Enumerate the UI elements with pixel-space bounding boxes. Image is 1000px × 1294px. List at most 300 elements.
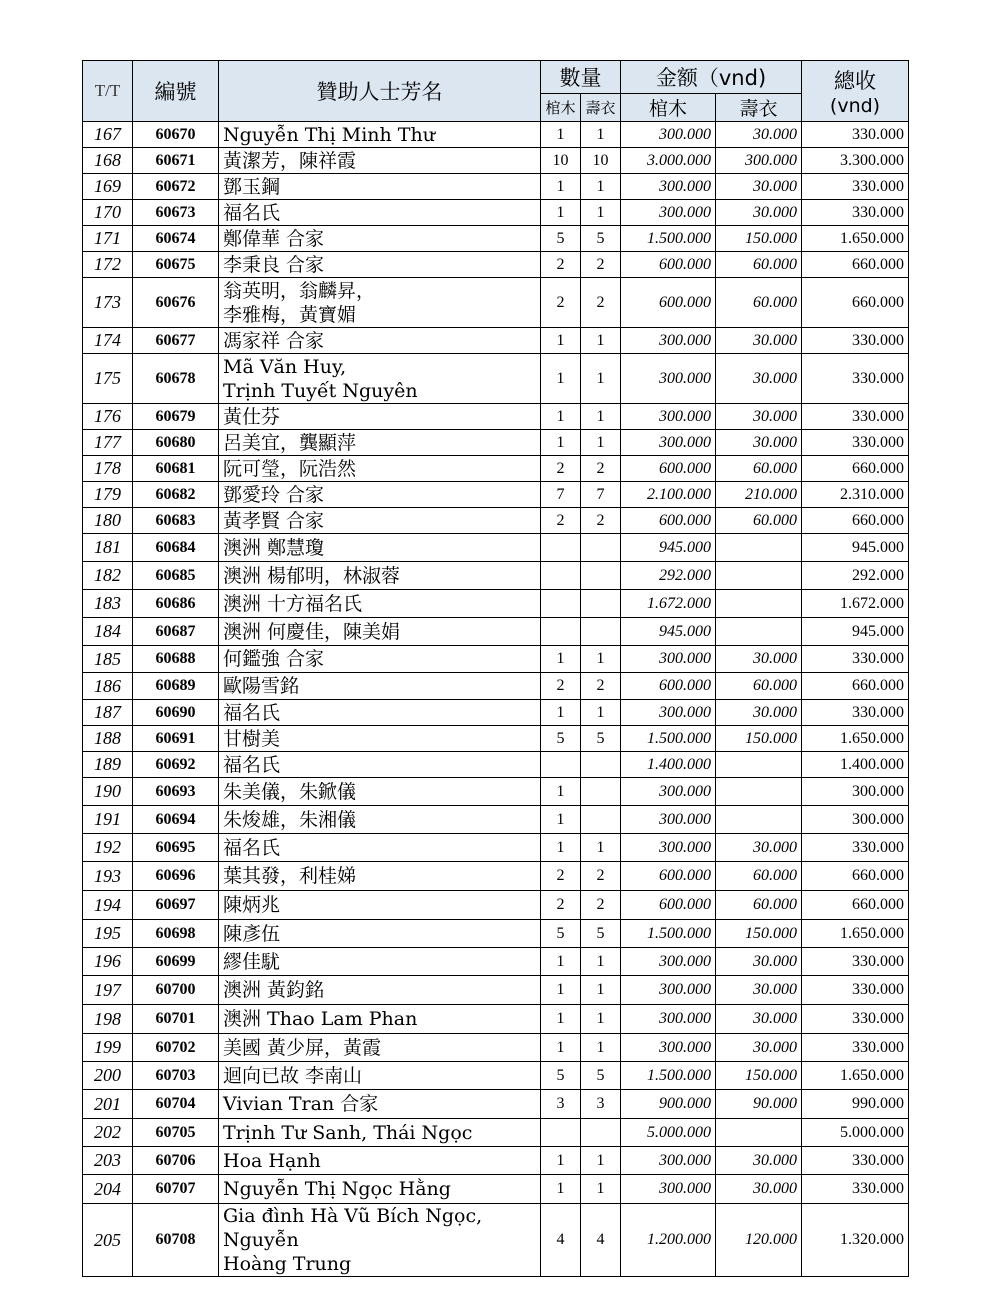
- cell-code: 60692: [133, 752, 219, 778]
- cell-code: 60670: [133, 122, 219, 148]
- cell-amount-shroud: 150.000: [716, 226, 802, 252]
- cell-total: 660.000: [802, 508, 909, 534]
- cell-code: 60688: [133, 646, 219, 673]
- cell-amount-shroud: 30.000: [716, 976, 802, 1005]
- table-row: [83, 700, 909, 726]
- cell-tt: 177: [83, 430, 133, 456]
- name-line: 朱焌雄，朱湘儀: [223, 808, 357, 831]
- cell-tt: 196: [83, 948, 133, 976]
- table-row: [83, 1119, 909, 1147]
- cell-code: 60678: [133, 354, 219, 404]
- cell-code: 60682: [133, 482, 219, 508]
- cell-amount-coffin: 600.000: [621, 252, 716, 278]
- name-line: 福名氏: [223, 753, 281, 776]
- cell-qty-coffin: 1: [541, 1147, 581, 1175]
- cell-total: 660.000: [802, 278, 909, 328]
- cell-amount-coffin: 300.000: [621, 976, 716, 1005]
- cell-amount-shroud: [716, 534, 802, 562]
- cell-tt: 201: [83, 1090, 133, 1119]
- cell-tt: 180: [83, 508, 133, 534]
- cell-name: [219, 278, 541, 328]
- table-row: [83, 252, 909, 278]
- name-line: 歐陽雪銘: [223, 675, 300, 697]
- name-line: 呂美宜，龔顯萍: [223, 431, 357, 454]
- header-total: [802, 61, 909, 122]
- cell-name: [219, 148, 541, 174]
- table-row: [83, 834, 909, 862]
- cell-tt: 176: [83, 404, 133, 430]
- cell-total: 1.650.000: [802, 920, 909, 948]
- header-qty-coffin: 棺木: [541, 94, 581, 122]
- table-row: [83, 618, 909, 646]
- cell-name: [219, 976, 541, 1005]
- cell-qty-shroud: 1: [581, 976, 621, 1005]
- cell-total: 660.000: [802, 252, 909, 278]
- cell-code: 60708: [133, 1204, 219, 1277]
- cell-tt: 189: [83, 752, 133, 778]
- cell-amount-shroud: 30.000: [716, 122, 802, 148]
- cell-name: [219, 456, 541, 482]
- cell-tt: 193: [83, 862, 133, 891]
- cell-amount-shroud: [716, 778, 802, 806]
- cell-amount-shroud: 30.000: [716, 174, 802, 200]
- cell-qty-coffin: 2: [541, 456, 581, 482]
- cell-amount-shroud: 60.000: [716, 456, 802, 482]
- cell-total: 945.000: [802, 534, 909, 562]
- cell-amount-shroud: 30.000: [716, 1005, 802, 1034]
- cell-amount-shroud: 30.000: [716, 354, 802, 404]
- cell-code: 60686: [133, 590, 219, 618]
- cell-amount-shroud: 30.000: [716, 200, 802, 226]
- cell-name: [219, 430, 541, 456]
- cell-qty-coffin: 5: [541, 726, 581, 752]
- cell-amount-coffin: 300.000: [621, 806, 716, 834]
- cell-amount-shroud: 30.000: [716, 646, 802, 673]
- name-line: Nguyễn Thị Minh Thư: [223, 123, 435, 146]
- table-row: [83, 226, 909, 252]
- cell-total: 330.000: [802, 976, 909, 1005]
- cell-qty-shroud: 1: [581, 1005, 621, 1034]
- cell-name: [219, 174, 541, 200]
- cell-total: 330.000: [802, 700, 909, 726]
- cell-qty-shroud: 1: [581, 948, 621, 976]
- table-row: [83, 1090, 909, 1119]
- cell-code: 60675: [133, 252, 219, 278]
- table-row: [83, 508, 909, 534]
- cell-amount-coffin: 1.672.000: [621, 590, 716, 618]
- cell-qty-coffin: 1: [541, 778, 581, 806]
- table-row: [83, 646, 909, 673]
- cell-total: 330.000: [802, 354, 909, 404]
- cell-amount-coffin: 300.000: [621, 834, 716, 862]
- cell-qty-shroud: 1: [581, 700, 621, 726]
- table-row: [83, 673, 909, 700]
- name-line: 澳洲 楊郁明，林淑蓉: [223, 564, 401, 587]
- cell-qty-coffin: 2: [541, 252, 581, 278]
- cell-code: 60699: [133, 948, 219, 976]
- name-line: 陳炳兆: [223, 894, 281, 916]
- cell-amount-coffin: 300.000: [621, 354, 716, 404]
- cell-name: [219, 1062, 541, 1090]
- cell-qty-coffin: [541, 1119, 581, 1147]
- name-line: 澳洲 何慶佳，陳美娟: [223, 620, 401, 643]
- cell-qty-coffin: 1: [541, 806, 581, 834]
- name-line: 黃孝賢 合家: [223, 509, 325, 532]
- name-line: Mã Văn Huy,: [223, 355, 347, 378]
- cell-qty-shroud: [581, 562, 621, 590]
- cell-amount-shroud: 90.000: [716, 1090, 802, 1119]
- cell-amount-shroud: 30.000: [716, 1034, 802, 1062]
- cell-total: 330.000: [802, 328, 909, 354]
- cell-amount-shroud: 150.000: [716, 1062, 802, 1090]
- cell-qty-coffin: 1: [541, 1175, 581, 1204]
- cell-qty-coffin: 3: [541, 1090, 581, 1119]
- table-row: [83, 806, 909, 834]
- cell-code: 60689: [133, 673, 219, 700]
- cell-tt: 205: [83, 1204, 133, 1277]
- cell-total: 945.000: [802, 618, 909, 646]
- name-line: 葉其發，利桂娣: [223, 865, 357, 887]
- cell-total: 330.000: [802, 948, 909, 976]
- cell-qty-shroud: 2: [581, 508, 621, 534]
- cell-tt: 175: [83, 354, 133, 404]
- cell-qty-shroud: 1: [581, 1175, 621, 1204]
- cell-amount-coffin: 300.000: [621, 778, 716, 806]
- cell-amount-coffin: 300.000: [621, 404, 716, 430]
- cell-tt: 174: [83, 328, 133, 354]
- cell-code: 60698: [133, 920, 219, 948]
- table-row: [83, 976, 909, 1005]
- cell-qty-coffin: 1: [541, 1034, 581, 1062]
- cell-code: 60679: [133, 404, 219, 430]
- cell-tt: 199: [83, 1034, 133, 1062]
- cell-total: 1.400.000: [802, 752, 909, 778]
- cell-name: [219, 590, 541, 618]
- cell-total: 300.000: [802, 806, 909, 834]
- name-line: 福名氏: [223, 701, 281, 724]
- cell-total: 330.000: [802, 404, 909, 430]
- header-name: 贊助人士芳名: [219, 61, 541, 122]
- cell-name: [219, 726, 541, 752]
- name-line: Hoa Hạnh: [223, 1149, 321, 1172]
- cell-code: 60687: [133, 618, 219, 646]
- table-row: [83, 456, 909, 482]
- cell-qty-shroud: [581, 752, 621, 778]
- cell-name: [219, 834, 541, 862]
- cell-amount-shroud: 30.000: [716, 948, 802, 976]
- cell-amount-coffin: 600.000: [621, 891, 716, 920]
- cell-qty-coffin: 2: [541, 673, 581, 700]
- cell-code: 60676: [133, 278, 219, 328]
- cell-name: [219, 482, 541, 508]
- cell-qty-shroud: 2: [581, 252, 621, 278]
- cell-qty-coffin: 7: [541, 482, 581, 508]
- cell-amount-shroud: 150.000: [716, 920, 802, 948]
- name-line: 李雅梅，黃寶媚: [223, 303, 357, 326]
- header-quantity: 數量: [541, 61, 621, 94]
- cell-qty-shroud: 1: [581, 354, 621, 404]
- cell-total: 990.000: [802, 1090, 909, 1119]
- cell-code: 60696: [133, 862, 219, 891]
- cell-name: [219, 646, 541, 673]
- cell-amount-coffin: 300.000: [621, 1034, 716, 1062]
- cell-amount-coffin: 1.500.000: [621, 920, 716, 948]
- cell-amount-coffin: 600.000: [621, 673, 716, 700]
- cell-name: [219, 752, 541, 778]
- cell-amount-shroud: 150.000: [716, 726, 802, 752]
- cell-qty-shroud: 1: [581, 328, 621, 354]
- cell-total: 1.672.000: [802, 590, 909, 618]
- cell-total: 660.000: [802, 862, 909, 891]
- cell-code: 60704: [133, 1090, 219, 1119]
- cell-code: 60700: [133, 976, 219, 1005]
- cell-tt: 194: [83, 891, 133, 920]
- name-line: Vivian Tran 合家: [223, 1093, 379, 1115]
- cell-amount-coffin: 300.000: [621, 328, 716, 354]
- cell-name: [219, 1175, 541, 1204]
- cell-code: 60697: [133, 891, 219, 920]
- cell-total: 1.650.000: [802, 1062, 909, 1090]
- header-qty-shroud: 壽衣: [581, 94, 621, 122]
- cell-tt: 168: [83, 148, 133, 174]
- cell-tt: 173: [83, 278, 133, 328]
- cell-qty-shroud: 1: [581, 1034, 621, 1062]
- cell-amount-shroud: [716, 562, 802, 590]
- cell-qty-shroud: [581, 590, 621, 618]
- table-row: [83, 354, 909, 404]
- cell-tt: 185: [83, 646, 133, 673]
- cell-code: 60690: [133, 700, 219, 726]
- table-row: [83, 562, 909, 590]
- cell-amount-coffin: 5.000.000: [621, 1119, 716, 1147]
- table-row: [83, 148, 909, 174]
- cell-amount-shroud: [716, 618, 802, 646]
- cell-tt: 183: [83, 590, 133, 618]
- cell-qty-coffin: 1: [541, 200, 581, 226]
- cell-code: 60702: [133, 1034, 219, 1062]
- cell-name: [219, 778, 541, 806]
- cell-amount-shroud: [716, 752, 802, 778]
- cell-amount-coffin: 2.100.000: [621, 482, 716, 508]
- header-total-cn: 總收: [834, 69, 877, 93]
- cell-amount-coffin: 300.000: [621, 430, 716, 456]
- table-row: [83, 200, 909, 226]
- table-row: [83, 404, 909, 430]
- table-row: [83, 430, 909, 456]
- cell-code: 60681: [133, 456, 219, 482]
- cell-code: 60705: [133, 1119, 219, 1147]
- cell-amount-shroud: 30.000: [716, 700, 802, 726]
- name-line: 黃仕芬: [223, 405, 281, 428]
- cell-name: [219, 534, 541, 562]
- table-row: [83, 590, 909, 618]
- cell-amount-coffin: 300.000: [621, 1175, 716, 1204]
- cell-name: [219, 806, 541, 834]
- cell-amount-coffin: 292.000: [621, 562, 716, 590]
- cell-amount-coffin: 945.000: [621, 534, 716, 562]
- cell-qty-shroud: 2: [581, 891, 621, 920]
- cell-qty-shroud: [581, 618, 621, 646]
- header-amt-shroud: 壽衣: [716, 94, 802, 122]
- name-line: Nguyễn Thị Ngọc Hằng: [223, 1178, 451, 1200]
- cell-amount-coffin: 300.000: [621, 1147, 716, 1175]
- cell-qty-coffin: 1: [541, 700, 581, 726]
- cell-amount-coffin: 3.000.000: [621, 148, 716, 174]
- cell-tt: 182: [83, 562, 133, 590]
- cell-amount-coffin: 945.000: [621, 618, 716, 646]
- name-line: 澳洲 Thao Lam Phan: [223, 1008, 418, 1030]
- cell-amount-coffin: 900.000: [621, 1090, 716, 1119]
- cell-qty-shroud: 5: [581, 1062, 621, 1090]
- cell-total: 2.310.000: [802, 482, 909, 508]
- name-line: 陳彥伍: [223, 922, 281, 945]
- cell-amount-shroud: 30.000: [716, 328, 802, 354]
- cell-qty-coffin: 1: [541, 354, 581, 404]
- cell-qty-shroud: 7: [581, 482, 621, 508]
- cell-tt: 186: [83, 673, 133, 700]
- cell-qty-shroud: 5: [581, 226, 621, 252]
- cell-tt: 167: [83, 122, 133, 148]
- cell-total: 330.000: [802, 646, 909, 673]
- cell-qty-shroud: 1: [581, 646, 621, 673]
- cell-qty-shroud: [581, 1119, 621, 1147]
- cell-name: [219, 562, 541, 590]
- cell-name: [219, 700, 541, 726]
- cell-name: [219, 948, 541, 976]
- cell-qty-coffin: 5: [541, 920, 581, 948]
- cell-tt: 169: [83, 174, 133, 200]
- cell-amount-shroud: 60.000: [716, 508, 802, 534]
- cell-tt: 178: [83, 456, 133, 482]
- cell-code: 60674: [133, 226, 219, 252]
- cell-qty-shroud: 2: [581, 456, 621, 482]
- cell-amount-shroud: [716, 1119, 802, 1147]
- table-row: [83, 482, 909, 508]
- table-row: [83, 920, 909, 948]
- name-line: 李秉良 合家: [223, 253, 325, 276]
- cell-qty-shroud: 2: [581, 862, 621, 891]
- cell-qty-coffin: 2: [541, 862, 581, 891]
- table-row: [83, 174, 909, 200]
- name-line: 甘樹美: [223, 727, 281, 750]
- cell-total: 1.650.000: [802, 226, 909, 252]
- cell-amount-shroud: 60.000: [716, 278, 802, 328]
- cell-total: 660.000: [802, 891, 909, 920]
- cell-qty-coffin: 1: [541, 834, 581, 862]
- cell-total: 330.000: [802, 1147, 909, 1175]
- cell-name: [219, 404, 541, 430]
- cell-name: [219, 673, 541, 700]
- name-line: 鄧愛玲 合家: [223, 483, 325, 506]
- cell-name: [219, 1090, 541, 1119]
- donor-table: [82, 60, 909, 1277]
- cell-qty-coffin: [541, 534, 581, 562]
- table-row: [83, 726, 909, 752]
- cell-total: 330.000: [802, 834, 909, 862]
- cell-qty-coffin: 1: [541, 328, 581, 354]
- cell-qty-shroud: 1: [581, 1147, 621, 1175]
- name-line: Gia đình Hà Vũ Bích Ngọc, Nguyễn: [223, 1205, 483, 1251]
- cell-total: 330.000: [802, 1005, 909, 1034]
- name-line: Trịnh Tư Sanh, Thái Ngọc: [223, 1121, 473, 1144]
- cell-amount-shroud: 210.000: [716, 482, 802, 508]
- cell-amount-shroud: 300.000: [716, 148, 802, 174]
- table-row: [83, 1034, 909, 1062]
- cell-name: [219, 226, 541, 252]
- cell-qty-coffin: 2: [541, 891, 581, 920]
- table-row: [83, 278, 909, 328]
- cell-amount-coffin: 300.000: [621, 700, 716, 726]
- cell-total: 292.000: [802, 562, 909, 590]
- cell-qty-coffin: 2: [541, 508, 581, 534]
- cell-qty-shroud: [581, 778, 621, 806]
- cell-total: 330.000: [802, 174, 909, 200]
- cell-qty-shroud: 2: [581, 673, 621, 700]
- cell-tt: 171: [83, 226, 133, 252]
- cell-name: [219, 252, 541, 278]
- table-row: [83, 1147, 909, 1175]
- cell-tt: 181: [83, 534, 133, 562]
- cell-name: [219, 1119, 541, 1147]
- name-line: 繆佳駀: [223, 950, 281, 973]
- cell-tt: 192: [83, 834, 133, 862]
- name-line: 鄭偉華 合家: [223, 227, 325, 250]
- cell-tt: 170: [83, 200, 133, 226]
- cell-amount-shroud: 60.000: [716, 891, 802, 920]
- table-header: [83, 61, 909, 122]
- cell-qty-shroud: 4: [581, 1204, 621, 1277]
- cell-code: 60680: [133, 430, 219, 456]
- cell-total: 330.000: [802, 122, 909, 148]
- cell-qty-coffin: 5: [541, 1062, 581, 1090]
- cell-name: [219, 200, 541, 226]
- cell-code: 60683: [133, 508, 219, 534]
- cell-amount-shroud: 60.000: [716, 673, 802, 700]
- cell-code: 60695: [133, 834, 219, 862]
- cell-amount-shroud: [716, 806, 802, 834]
- cell-tt: 197: [83, 976, 133, 1005]
- cell-total: 660.000: [802, 456, 909, 482]
- cell-code: 60693: [133, 778, 219, 806]
- name-line: 澳洲 黃鈞銘: [223, 979, 325, 1001]
- cell-code: 60671: [133, 148, 219, 174]
- name-line: 黃潔芳，陳祥霞: [223, 149, 357, 172]
- cell-amount-coffin: 1.200.000: [621, 1204, 716, 1277]
- cell-name: [219, 1034, 541, 1062]
- table-row: [83, 328, 909, 354]
- cell-amount-coffin: 300.000: [621, 174, 716, 200]
- cell-name: [219, 618, 541, 646]
- cell-qty-coffin: [541, 618, 581, 646]
- cell-tt: 198: [83, 1005, 133, 1034]
- name-line: 翁英明，翁麟昇，: [223, 279, 376, 302]
- cell-total: 330.000: [802, 200, 909, 226]
- name-line: 美國 黃少屏，黃霞: [223, 1036, 382, 1059]
- cell-amount-coffin: 1.400.000: [621, 752, 716, 778]
- cell-code: 60694: [133, 806, 219, 834]
- cell-tt: 172: [83, 252, 133, 278]
- cell-qty-shroud: 5: [581, 920, 621, 948]
- cell-tt: 179: [83, 482, 133, 508]
- cell-name: [219, 328, 541, 354]
- cell-qty-coffin: 1: [541, 430, 581, 456]
- cell-amount-shroud: 30.000: [716, 404, 802, 430]
- table-row: [83, 891, 909, 920]
- cell-tt: 191: [83, 806, 133, 834]
- cell-amount-shroud: 60.000: [716, 252, 802, 278]
- cell-tt: 200: [83, 1062, 133, 1090]
- cell-total: 1.650.000: [802, 726, 909, 752]
